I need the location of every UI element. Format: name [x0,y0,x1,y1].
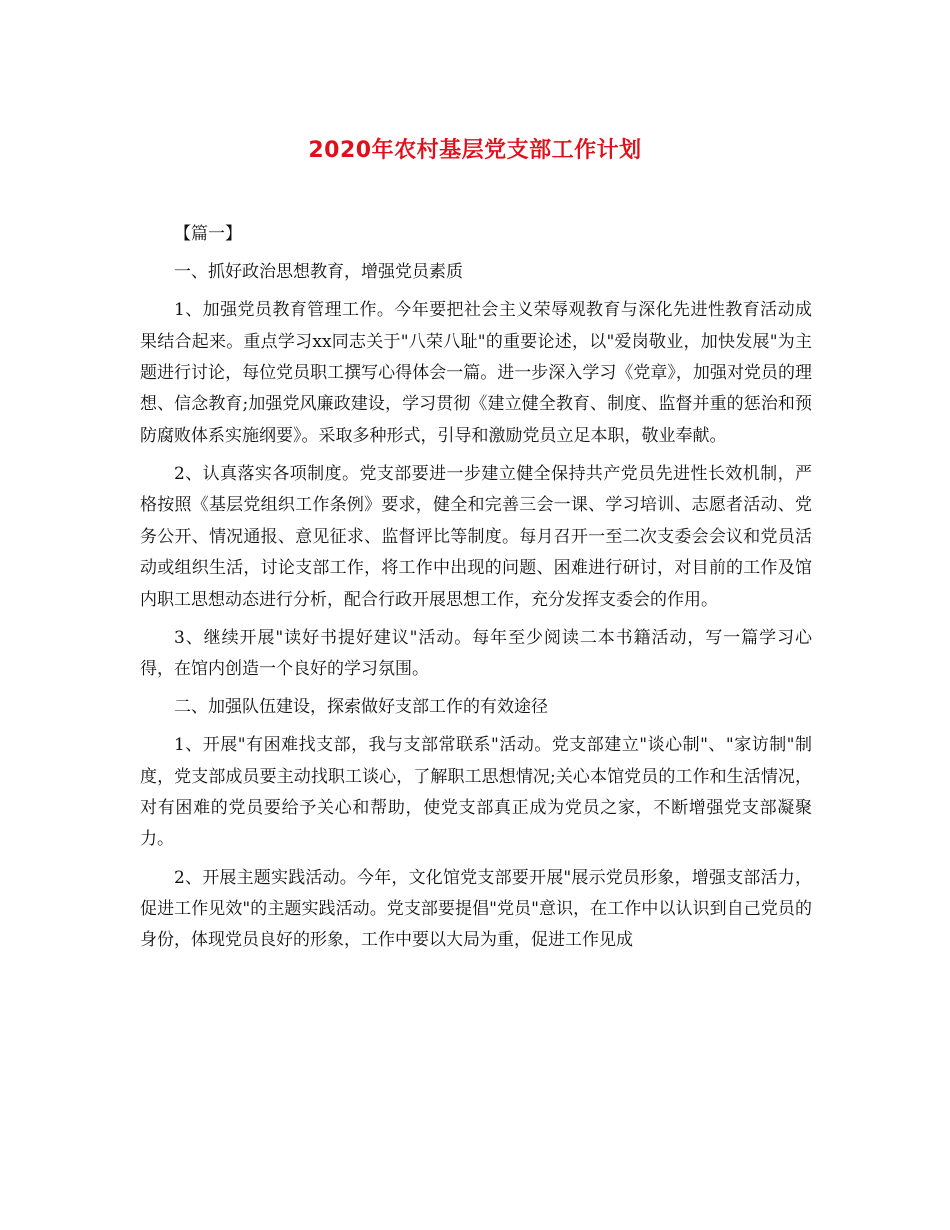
section-label: 【篇一】 [174,224,242,244]
document-body [140,219,812,963]
section-heading-2: 二、加强队伍建设，探索做好支部工作的有效途径 [174,697,548,718]
paragraph-1-2: 2、认真落实各项制度。党支部要进一步建立健全保持共产党员先进性长效机制，严格按照《基层党组织工作条例》要求，健全和完善三会一课、学习培训、志愿者活动、党务公开、情况通报、意见征求、监督评比等制度。每月召开一至二次支委会会议和党员活动或组织生活，讨论支部工作，将工作中出现的问题、困难进行研讨，对目前的工作及馆内职工思想动态进行分析，配合行政开展思想工作，充分发挥支委会的作用。 [140,463,812,610]
section-heading-1: 一、抓好政治思想教育，增强党员素质 [174,262,463,283]
paragraph-1-3: 3、继续开展"读好书提好建议"活动。每年至少阅读二本书籍活动，写一篇学习心得，在馆内创造一个良好的学习氛围。 [140,627,812,680]
paragraph-2-1: 1、开展"有困难找支部，我与支部常联系"活动。党支部建立"谈心制"、"家访制"制度，党支部成员要主动找职工谈心，了解职工思想情况;关心本馆党员的工作和生活情况，对有困难的党员要给予关心和帮助，使党支部真正成为党员之家，不断增强党支部凝聚力。 [140,735,812,850]
document-title: 2020年农村基层党支部工作计划 [308,138,642,163]
paragraph-2-2: 2、开展主题实践活动。今年，文化馆党支部要开展"展示党员形象，增强支部活力，促进工作见效"的主题实践活动。党支部要提倡"党员"意识，在工作中以认识到自己党员的身份，体现党员良好的形象，工作中要以大局为重，促进工作见成 [140,867,812,951]
paragraph-1-1: 1、加强党员教育管理工作。今年要把社会主义荣辱观教育与深化先进性教育活动成果结合起来。重点学习xx同志关于"八荣八耻"的重要论述，以"爱岗敬业，加快发展"为主题进行讨论，每位党员职工撰写心得体会一篇。进一步深入学习《党章》，加强对党员的理想、信念教育;加强党风廉政建设，学习贯彻《建立健全教育、制度、监督并重的惩治和预防腐败体系实施纲要》。采取多种形式，引导和激励党员立足本职，敬业奉献。 [140,300,812,446]
